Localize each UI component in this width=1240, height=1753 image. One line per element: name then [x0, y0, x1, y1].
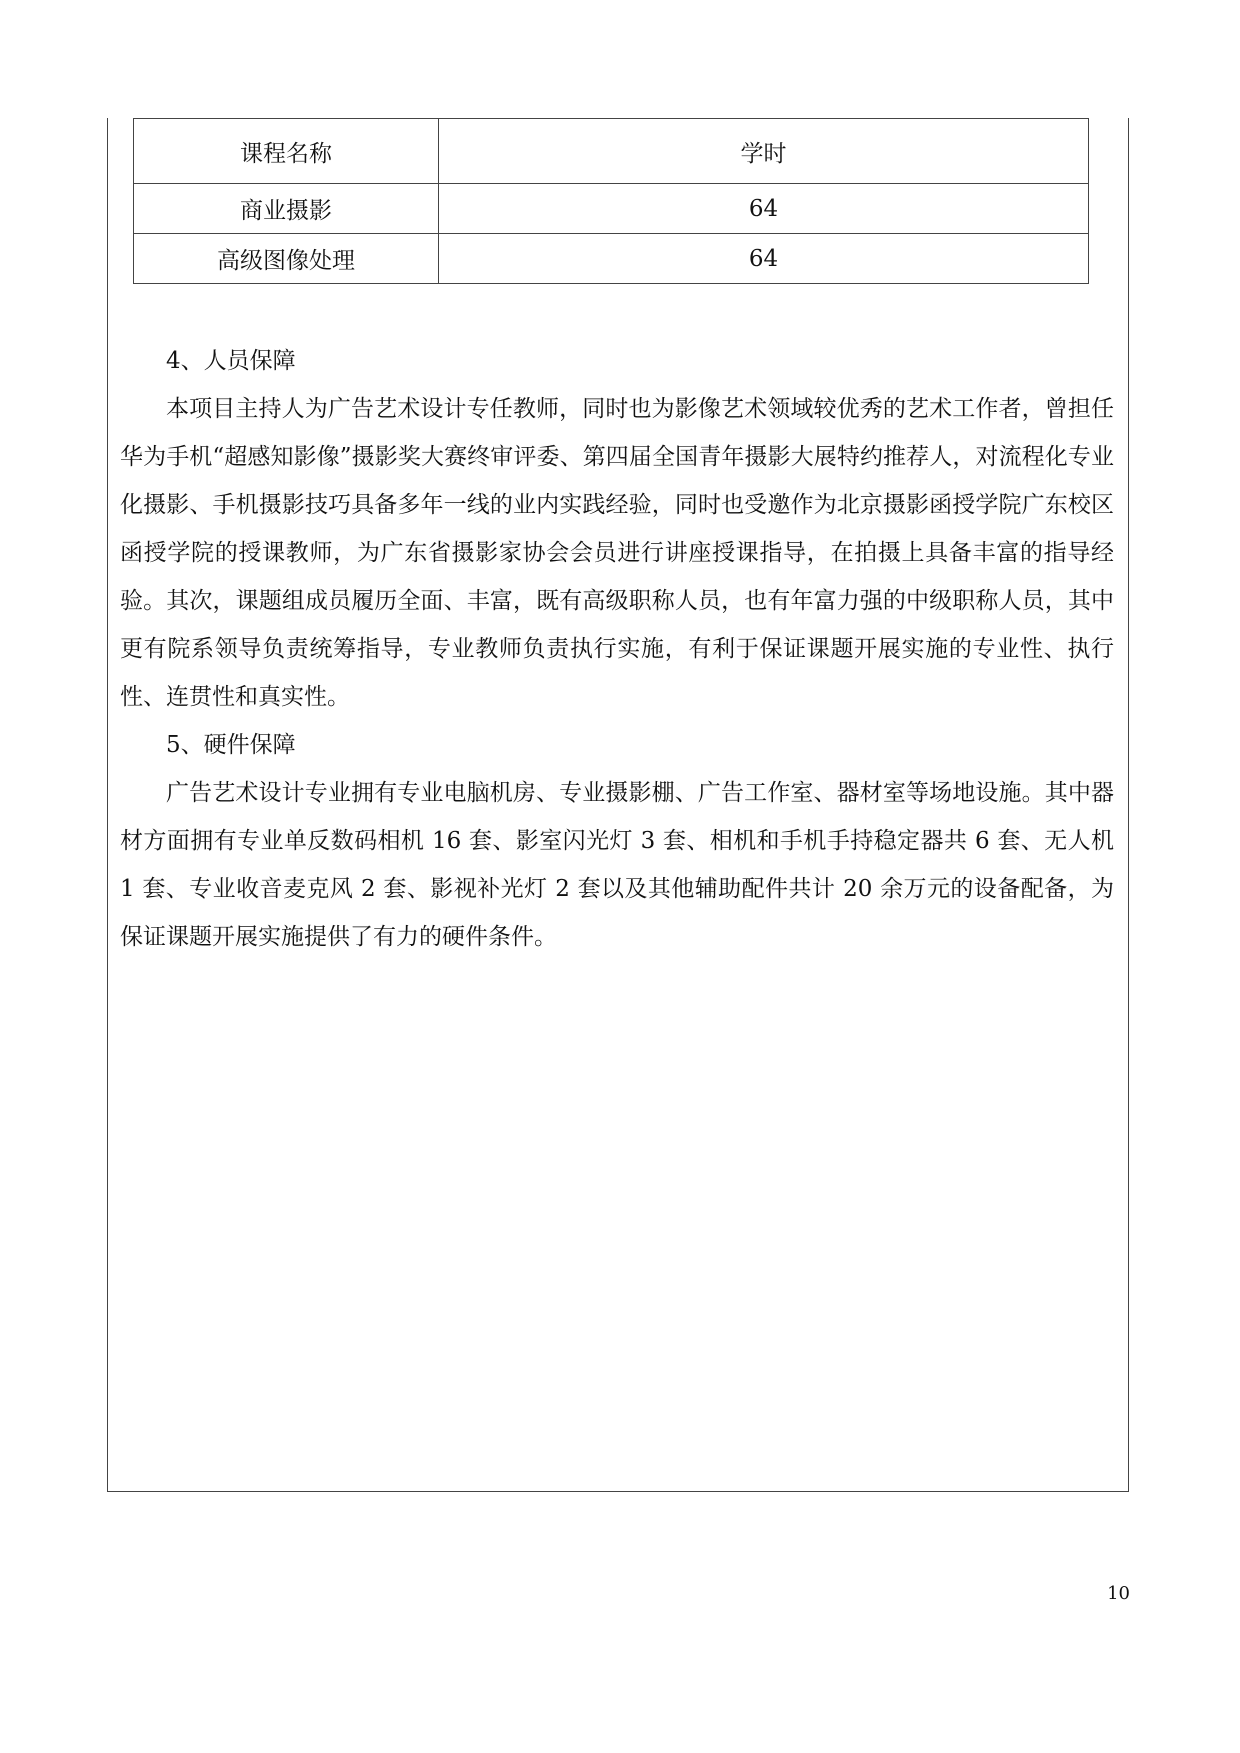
course-hours-cell: 64 — [439, 184, 1089, 234]
table-header-row — [134, 119, 1089, 184]
page-number: 10 — [1107, 1583, 1130, 1604]
course-hours-table — [133, 118, 1089, 284]
table-row — [134, 234, 1089, 284]
section-4-heading: 4、人员保障 — [166, 348, 296, 374]
section-5-heading: 5、硬件保障 — [166, 732, 296, 758]
table-row — [134, 184, 1089, 234]
course-hours-cell: 64 — [439, 234, 1089, 284]
section-4-paragraph: 本项目主持人为广告艺术设计专任教师，同时也为影像艺术领域较优秀的艺术工作者，曾担任华为手机“超感知影像”摄影奖大赛终审评委、第四届全国青年摄影大展特约推荐人，对流程化专业化摄影、手机摄影技巧具备多年一线的业内实践经验，同时也受邀作为北京摄影函授学院广东校区函授学院的授课教师，为广东省摄影家协会会员进行讲座授课指导，在拍摄上具备丰富的指导经验。其次，课题组成员履历全面、丰富，既有高级职称人员，也有年富力强的中级职称人员，其中更有院系领导负责统筹指导，专业教师负责执行实施，有利于保证课题开展实施的专业性、执行性、连贯性和真实性。 — [120, 396, 1114, 710]
section-5-paragraph: 广告艺术设计专业拥有专业电脑机房、专业摄影棚、广告工作室、器材室等场地设施。其中器材方面拥有专业单反数码相机 16 套、影室闪光灯 3 套、相机和手机手持稳定器共 6 套、无人机 1 套、专业收音麦克风 2 套、影视补光灯 2 套以及其他辅助配件共计 20 余万元的设备配备，为保证课题开展实施提供了有力的硬件条件。 — [120, 780, 1114, 950]
course-name-cell: 商业摄影 — [134, 184, 439, 234]
body-content — [120, 337, 1114, 961]
course-name-cell: 高级图像处理 — [134, 234, 439, 284]
header-hours: 学时 — [439, 119, 1089, 184]
header-course-name: 课程名称 — [134, 119, 439, 184]
